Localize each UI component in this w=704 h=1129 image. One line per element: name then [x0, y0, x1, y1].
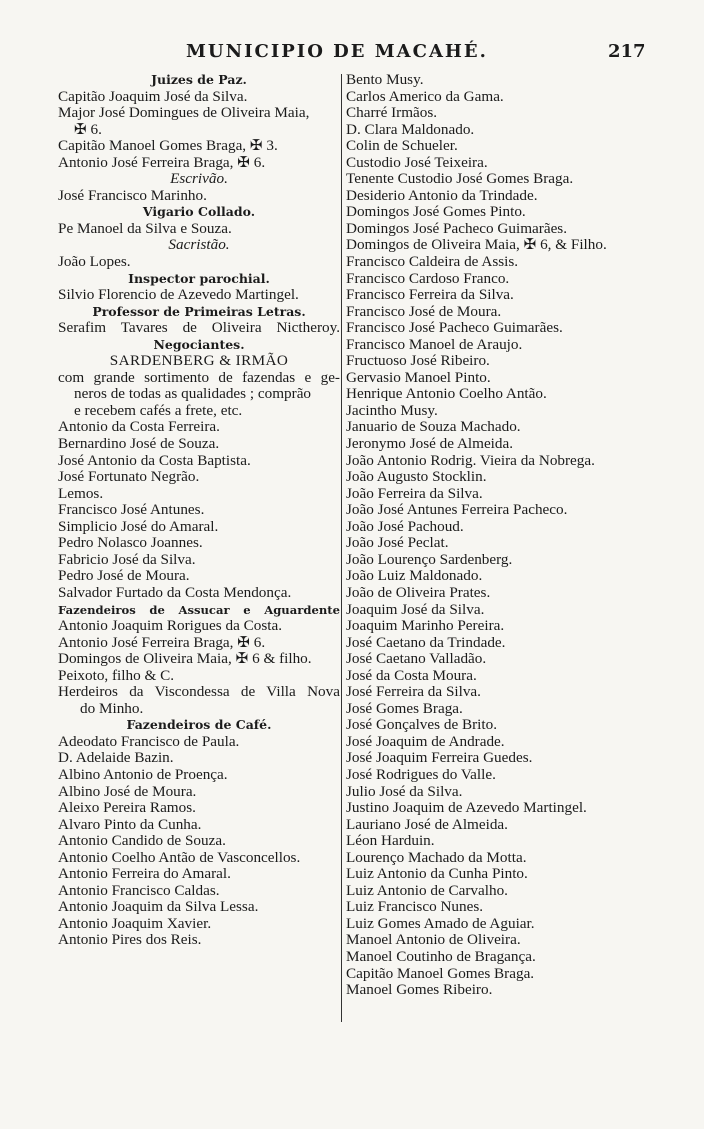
list-item: neros de todas as qualidades ; comprão	[74, 385, 312, 403]
list-item: José da Costa Moura.	[346, 666, 477, 684]
list-item: Manoel Coutinho de Bragança.	[346, 947, 536, 965]
list-item: Serafim Tavares de Oliveira Nictheroy.	[58, 319, 340, 337]
list-item: Simplicio José do Amaral.	[58, 517, 219, 535]
list-item: José Antonio da Costa Baptista.	[58, 451, 251, 469]
right-column	[346, 72, 646, 999]
list-item: Antonio José Ferreira Braga, ✠ 6.	[58, 153, 266, 171]
list-item: com grande sortimento de fazendas e ge-	[58, 368, 340, 386]
list-item: Antonio da Costa Ferreira.	[58, 418, 220, 436]
list-item: Tenente Custodio José Gomes Braga.	[346, 170, 574, 188]
list-item: Domingos de Oliveira Maia, ✠ 6 & filho.	[58, 650, 312, 668]
list-item: Manoel Gomes Ribeiro.	[346, 981, 493, 999]
list-item: Justino Joaquim de Azevedo Martingel.	[346, 799, 587, 817]
list-item: Luiz Antonio de Carvalho.	[346, 881, 508, 899]
section-heading: Fazendeiros de Assucar e Aguardente	[58, 602, 340, 617]
list-item: Domingos José Gomes Pinto.	[346, 203, 526, 221]
list-item: e recebem cafés a frete, etc.	[74, 401, 243, 419]
list-item: João Lourenço Sardenberg.	[346, 550, 513, 568]
list-item: Antonio Joaquim Rorigues da Costa.	[58, 617, 283, 635]
list-item: João Ferreira da Silva.	[346, 484, 483, 502]
list-item: João de Oliveira Prates.	[346, 583, 491, 601]
list-item: Peixoto, filho & C.	[58, 666, 175, 684]
list-item: João José Pachoud.	[346, 517, 464, 535]
list-item: Antonio Coelho Antão de Vasconcellos.	[58, 848, 301, 866]
list-item: Custodio José Teixeira.	[346, 153, 488, 171]
subheading: Sacristão.	[168, 236, 230, 254]
list-item: Francisco José Antunes.	[58, 501, 205, 519]
list-item: Januario de Souza Machado.	[346, 418, 521, 436]
list-item: Pe Manoel da Silva e Souza.	[58, 219, 232, 237]
list-item: Bernardino José de Souza.	[58, 435, 220, 453]
list-item: Francisco Cardoso Franco.	[346, 269, 510, 287]
list-item: Capitão Joaquim José da Silva.	[58, 87, 248, 105]
list-item: Antonio Francisco Caldas.	[58, 881, 220, 899]
list-item: Capitão Manoel Gomes Braga.	[346, 964, 535, 982]
section-heading: Inspector parochial.	[128, 270, 270, 286]
list-item: Capitão Manoel Gomes Braga, ✠ 3.	[58, 137, 278, 155]
list-item: D. Clara Maldonado.	[346, 120, 475, 138]
list-item: Bento Musy.	[346, 71, 424, 88]
list-item: Francisco José Pacheco Guimarães.	[346, 319, 563, 337]
list-item: Desiderio Antonio da Trindade.	[346, 186, 538, 204]
section-heading: Juizes de Paz.	[151, 72, 247, 87]
list-item: Lourenço Machado da Motta.	[346, 848, 527, 866]
list-item: Francisco Caldeira de Assis.	[346, 253, 519, 271]
list-item: José Joaquim Ferreira Guedes.	[346, 749, 533, 767]
list-item: Jacintho Musy.	[346, 401, 438, 419]
firm-name: SARDENBERG & IRMÃO	[109, 352, 289, 370]
subheading: Escrivão.	[170, 170, 228, 188]
list-item: José Francisco Marinho.	[58, 186, 207, 204]
list-item: José Ferreira da Silva.	[346, 683, 481, 701]
list-item: Léon Harduin.	[346, 832, 435, 850]
list-item: Pedro José de Moura.	[58, 567, 190, 585]
list-item: João Augusto Stocklin.	[346, 468, 487, 486]
list-item: ✠ 6.	[74, 120, 102, 138]
section-heading: Vigario Collado.	[142, 204, 256, 220]
list-item: Colin de Schueler.	[346, 137, 458, 155]
page-header	[0, 41, 704, 67]
list-item: Salvador Furtado da Costa Mendonça.	[58, 583, 292, 601]
list-item: Pedro Nolasco Joannes.	[58, 534, 203, 552]
page-title: MUNICIPIO DE MACAHÉ.	[186, 41, 488, 62]
list-item: Luiz Gomes Amado de Aguiar.	[346, 914, 535, 932]
list-item: Carlos Americo da Gama.	[346, 87, 504, 105]
list-item: Major José Domingues de Oliveira Maia,	[58, 104, 310, 122]
list-item: Antonio José Ferreira Braga, ✠ 6.	[58, 633, 266, 651]
list-item: Herdeiros da Viscondessa de Villa Nova	[58, 683, 340, 701]
list-item: D. Adelaide Bazin.	[58, 749, 174, 767]
left-column	[58, 72, 340, 949]
page-number: 217	[608, 41, 646, 62]
list-item: Francisco Ferreira da Silva.	[346, 286, 514, 304]
list-item: Domingos de Oliveira Maia, ✠ 6, & Filho.	[346, 236, 607, 254]
list-item: Henrique Antonio Coelho Antão.	[346, 385, 547, 403]
list-item: Fructuoso José Ribeiro.	[346, 352, 490, 370]
list-item: Antonio Joaquim da Silva Lessa.	[58, 898, 259, 916]
list-item: Lemos.	[58, 484, 104, 502]
list-item: Gervasio Manoel Pinto.	[346, 368, 491, 386]
list-item: Charré Irmãos.	[346, 104, 438, 122]
list-item: Aleixo Pereira Ramos.	[58, 799, 196, 817]
list-item: Joaquim José da Silva.	[346, 600, 485, 618]
list-item: José Gonçalves de Brito.	[346, 716, 497, 734]
column-divider	[341, 74, 342, 1022]
list-item: João José Peclat.	[346, 534, 449, 552]
section-heading: Negociantes.	[153, 336, 245, 352]
list-item: Fabricio José da Silva.	[58, 550, 196, 568]
list-item: Julio José da Silva.	[346, 782, 463, 800]
list-item: Luiz Antonio da Cunha Pinto.	[346, 865, 528, 883]
list-item: Adeodato Francisco de Paula.	[58, 732, 240, 750]
list-item: Alvaro Pinto da Cunha.	[58, 815, 202, 833]
list-item: Lauriano José de Almeida.	[346, 815, 508, 833]
section-heading: Professor de Primeiras Letras.	[92, 303, 306, 319]
list-item: Antonio Joaquim Xavier.	[58, 914, 212, 932]
list-item: Antonio Ferreira do Amaral.	[58, 865, 231, 883]
list-item: Luiz Francisco Nunes.	[346, 898, 484, 916]
list-item: do Minho.	[80, 699, 144, 717]
list-item: Domingos José Pacheco Guimarães.	[346, 219, 568, 237]
list-item: José Joaquim de Andrade.	[346, 732, 505, 750]
list-item: José Caetano da Trindade.	[346, 633, 506, 651]
list-item: Jeronymo José de Almeida.	[346, 435, 514, 453]
list-item: Antonio Candido de Souza.	[58, 832, 226, 850]
list-item: José Gomes Braga.	[346, 699, 463, 717]
list-item: Silvio Florencio de Azevedo Martingel.	[58, 286, 299, 304]
list-item: José Fortunato Negrão.	[58, 468, 200, 486]
list-item: José Rodrigues do Valle.	[346, 765, 496, 783]
list-item: João José Antunes Ferreira Pacheco.	[346, 501, 568, 519]
list-item: Francisco José de Moura.	[346, 302, 502, 320]
list-item: Manoel Antonio de Oliveira.	[346, 931, 521, 949]
list-item: Albino José de Moura.	[58, 782, 197, 800]
list-item: José Caetano Valladão.	[346, 650, 487, 668]
list-item: João Antonio Rodrig. Vieira da Nobrega.	[346, 451, 595, 469]
list-item: Albino Antonio de Proença.	[58, 765, 228, 783]
list-item: Francisco Manoel de Araujo.	[346, 335, 523, 353]
section-heading: Fazendeiros de Café.	[126, 717, 272, 733]
list-item: João Luiz Maldonado.	[346, 567, 483, 585]
list-item: João Lopes.	[58, 253, 131, 271]
list-item: Antonio Pires dos Reis.	[58, 931, 202, 949]
list-item: Joaquim Marinho Pereira.	[346, 617, 505, 635]
